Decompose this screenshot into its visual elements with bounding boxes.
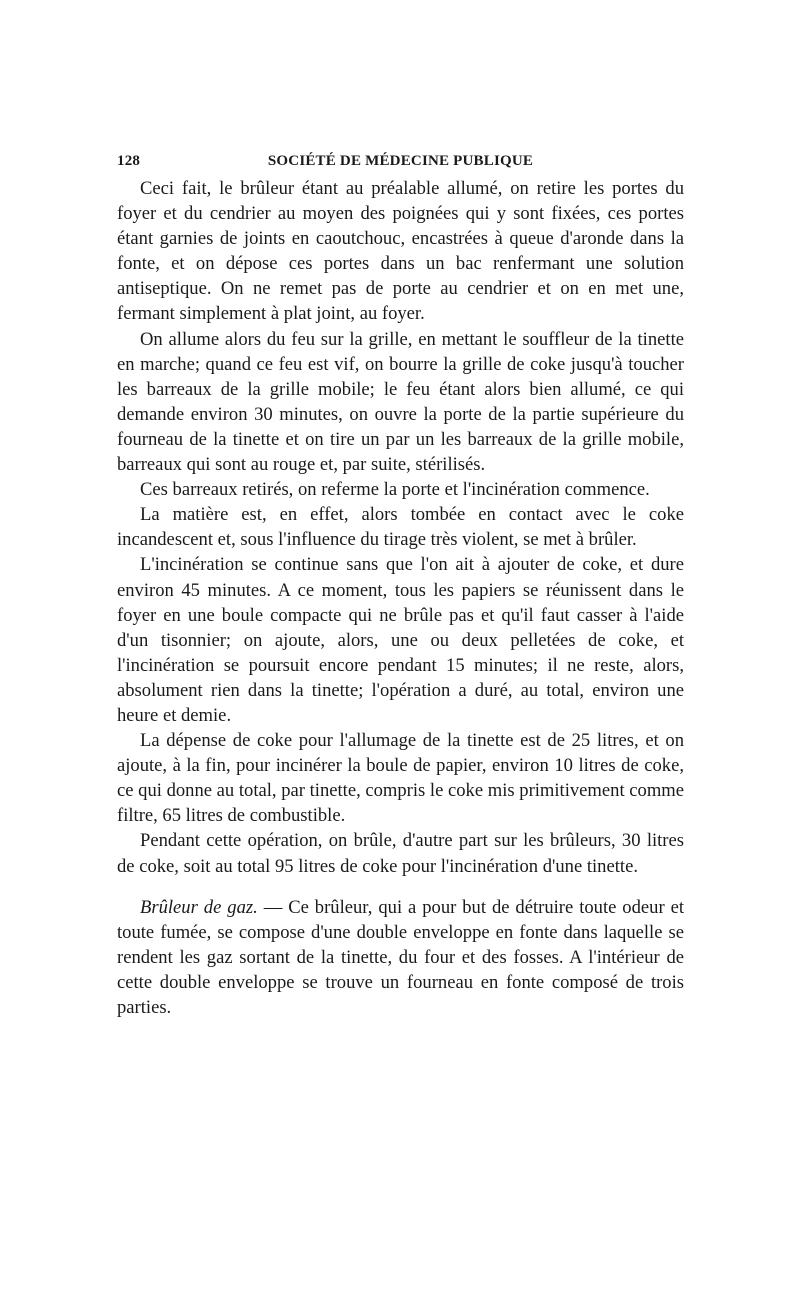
paragraph-1: Ceci fait, le brûleur étant au préalable allumé, on retire les portes du foyer et du cendrier au moyen des poignées qui y sont fixées, ces portes étant garnies de joints en caoutchouc, encastrées à queue d'aronde dans la fonte, et on dépose ces portes dans un bac renfermant une solution antiseptique. On ne remet pas de porte au cendrier et on en met une, fermant simplement à plat joint, au foyer. <box>117 178 684 325</box>
paragraph-6: La dépense de coke pour l'allumage de la tinette est de 25 litres, et on ajoute, à la fin, pour incinérer la boule de papier, environ 10 litres de coke, ce qui donne au total, par tinette, compris le coke mis primitivement comme filtre, 65 litres de combustible. <box>117 730 684 827</box>
running-head <box>117 150 684 176</box>
paragraph-3: Ces barreaux retirés, on referme la porte et l'incinération commence. <box>140 479 650 501</box>
paragraph-2: On allume alors du feu sur la grille, en mettant le souffleur de la tinette en marche; quand ce feu est vif, on bourre la grille de coke jusqu'à toucher les barreaux de la grille mobile; le feu étant alors bien allumé, ce qui demande environ 30 minutes, on ouvre la porte de la partie supérieure du fourneau de la tinette et on tire un par un les barreaux de la grille mobile, barreaux qui sont au rouge et, par suite, stérilisés. <box>117 328 684 476</box>
paragraph-8 <box>117 895 684 1020</box>
section-lead: Brûleur de gaz. <box>140 896 258 918</box>
book-page <box>117 150 684 1020</box>
page-number: 128 <box>117 153 141 169</box>
running-title: SOCIÉTÉ DE MÉDECINE PUBLIQUE <box>267 153 534 169</box>
paragraph-8-text: — Ce brûleur, qui a pour but de détruire toute odeur et toute fumée, se compose d'une double enveloppe en fonte dans laquelle se rendent les gaz sortant de la tinette, du four et des fosses. A l'intérieur de cette double enveloppe se trouve un fourneau en fonte composé de trois parties. <box>117 896 684 1018</box>
paragraph-4: La matière est, en effet, alors tombée en contact avec le coke incandescent et, sous l'influence du tirage très violent, se met à brûler. <box>117 504 684 551</box>
body-text <box>117 176 684 1020</box>
paragraph-7: Pendant cette opération, on brûle, d'autre part sur les brûleurs, 30 litres de coke, soit au total 95 litres de coke pour l'incinération d'une tinette. <box>117 830 684 877</box>
paragraph-5: L'incinération se continue sans que l'on ait à ajouter de coke, et dure environ 45 minutes. A ce moment, tous les papiers se réunissent dans le foyer en une boule compacte qui ne brûle pas et qu'il faut casser à l'aide d'un tisonnier; on ajoute, alors, une ou deux pelletées de coke, et l'incinération se poursuit encore pendant 15 minutes; il ne reste, alors, absolument rien dans la tinette; l'opération a duré, au total, environ une heure et demie. <box>117 554 684 726</box>
